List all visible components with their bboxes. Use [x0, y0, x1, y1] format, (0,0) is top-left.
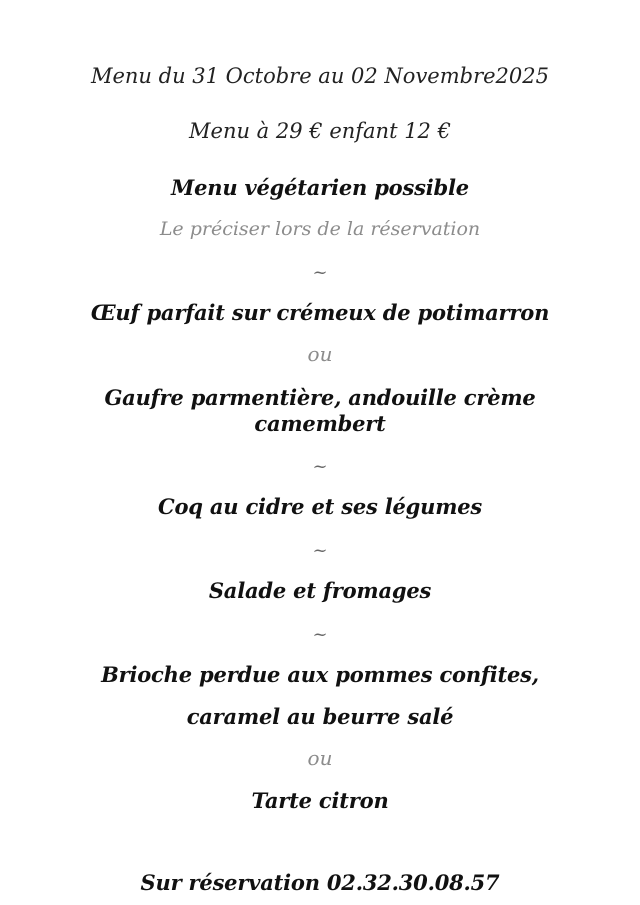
or-divider: ou	[307, 746, 333, 770]
or-divider: ou	[307, 342, 333, 366]
starter-2-line-2: camembert	[254, 411, 386, 436]
separator: ~	[312, 456, 328, 477]
vegetarian-note: Le préciser lors de la réservation	[159, 218, 481, 240]
reservation-phone: Sur réservation 02.32.30.08.57	[140, 870, 500, 895]
dessert-1-line-1: Brioche perdue aux pommes confites,	[101, 662, 539, 687]
separator: ~	[312, 624, 328, 645]
dessert-2: Tarte citron	[251, 788, 389, 813]
menu-price: Menu à 29 € enfant 12 €	[189, 119, 451, 143]
cheese-course: Salade et fromages	[208, 578, 432, 603]
starter-1: Œuf parfait sur crémeux de potimarron	[90, 300, 550, 325]
separator: ~	[312, 540, 328, 561]
main-course: Coq au cidre et ses légumes	[157, 494, 483, 519]
dessert-1-line-2: caramel au beurre salé	[186, 704, 454, 729]
vegetarian-option: Menu végétarien possible	[171, 175, 469, 200]
starter-2-line-1: Gaufre parmentière, andouille crème	[104, 385, 536, 410]
separator: ~	[312, 262, 328, 283]
menu-dates: Menu du 31 Octobre au 02 Novembre2025	[90, 64, 550, 88]
